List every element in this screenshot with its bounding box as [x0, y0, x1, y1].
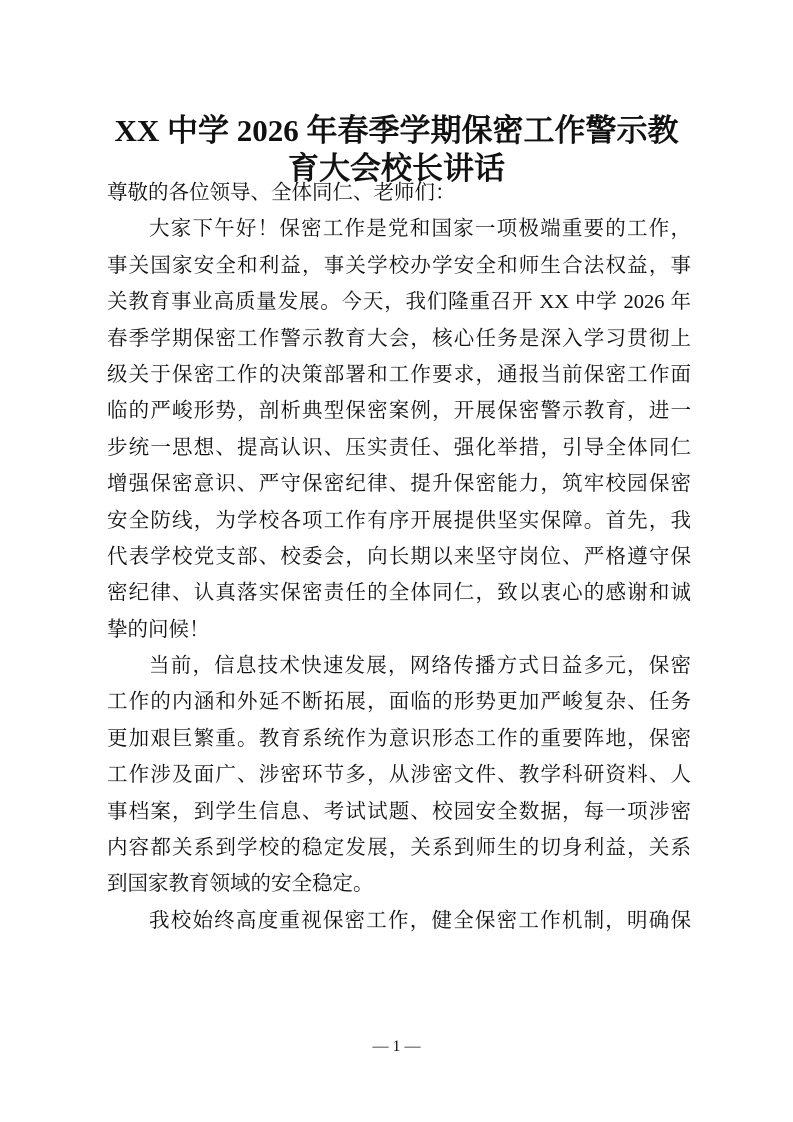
- paragraph: [107, 903, 691, 939]
- text-line: 事档案，到学生信息、考试试题、校园安全数据，每一项涉密: [107, 800, 691, 823]
- text-line: 安全防线，为学校各项工作有序开展提供坚实保障。首先，我: [107, 509, 691, 532]
- text-line: 密纪律、认真落实保密责任的全体同仁，致以衷心的感谢和诚: [107, 582, 691, 605]
- title-line: 育大会校长讲话: [288, 151, 505, 186]
- document-body: [107, 175, 691, 939]
- text-line: 当前，信息技术快速发展，网络传播方式日益多元，保密: [149, 655, 691, 678]
- text-line: 工作的内涵和外延不断拓展，面临的形势更加严峻复杂、任务: [107, 691, 691, 714]
- text-line: 尊敬的各位领导、全体同仁、老师们：: [107, 182, 456, 204]
- text-line: 大家下午好！保密工作是党和国家一项极端重要的工作，: [149, 218, 691, 241]
- salutation: [107, 175, 691, 211]
- text-line: 到国家教育领域的安全稳定。: [107, 873, 374, 896]
- page-number: — 1 —: [372, 1038, 421, 1055]
- text-line: 挚的问候！: [107, 618, 210, 641]
- text-line: 关教育事业高质量发展。今天，我们隆重召开 XX 中学 2026 年: [107, 291, 691, 314]
- text-line: 春季学期保密工作警示教育大会，核心任务是深入学习贯彻上: [107, 327, 691, 350]
- text-line: 临的严峻形势，剖析典型保密案例，开展保密警示教育，进一: [107, 400, 691, 423]
- text-line: 事关国家安全和利益，事关学校办学安全和师生合法权益，事: [107, 254, 691, 277]
- text-line: 更加艰巨繁重。教育系统作为意识形态工作的重要阵地，保密: [107, 727, 691, 750]
- title-line: XX 中学 2026 年春季学期保密工作警示教: [114, 113, 679, 148]
- text-line: 增强保密意识、严守保密纪律、提升保密能力，筑牢校园保密: [107, 473, 691, 496]
- text-line: 我校始终高度重视保密工作，健全保密工作机制，明确保: [149, 909, 691, 932]
- text-line: 内容都关系到学校的稳定发展，关系到师生的切身利益，关系: [107, 837, 691, 860]
- text-line: 步统一思想、提高认识、压实责任、强化举措，引导全体同仁: [107, 436, 691, 459]
- paragraph: [107, 211, 691, 648]
- text-line: 级关于保密工作的决策部署和工作要求，通报当前保密工作面: [107, 363, 691, 386]
- text-line: 工作涉及面广、涉密环节多，从涉密文件、教学科研资料、人: [107, 764, 691, 787]
- paragraph: [107, 648, 691, 903]
- text-line: 代表学校党支部、校委会，向长期以来坚守岗位、严格遵守保: [107, 545, 691, 568]
